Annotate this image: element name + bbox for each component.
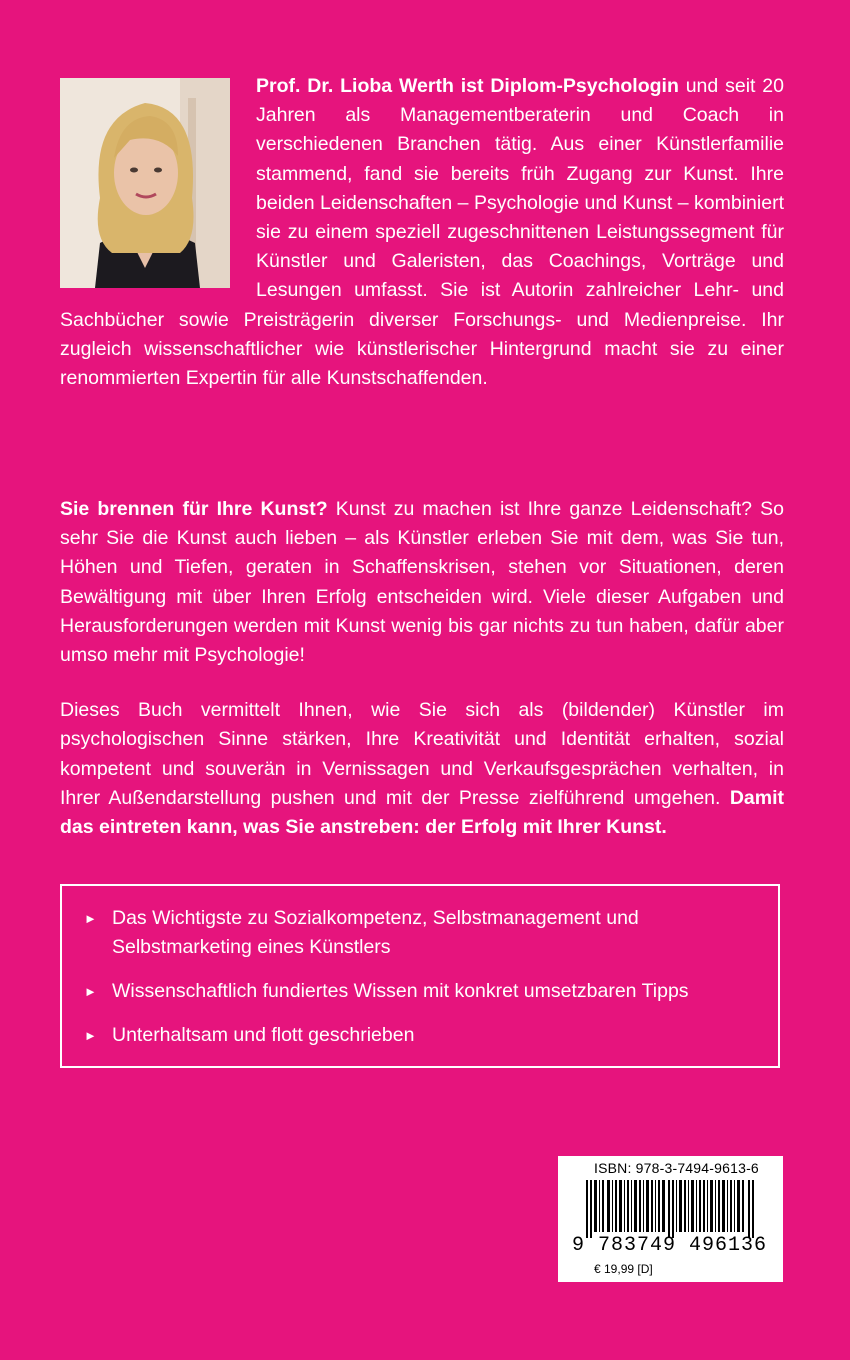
author-photo: [60, 78, 230, 288]
author-section: [60, 72, 784, 393]
author-bio-lead: Prof. Dr. Lioba Werth ist Diplom-Psychologin: [256, 75, 679, 97]
feature-text: Unterhaltsam und flott geschrieben: [112, 1024, 415, 1046]
feature-item: [84, 904, 756, 962]
feature-item: [84, 1021, 756, 1050]
bullet-arrow-icon: ►: [84, 984, 97, 999]
isbn-label: ISBN: 978-3-7494-9613-6: [594, 1160, 759, 1176]
book-description: [60, 495, 784, 868]
description-p1-text: Kunst zu machen ist Ihre ganze Leidenschaft? So sehr Sie die Kunst auch lieben – als Künstler erleben Sie mit dem, was Sie tun, Höhen und Tiefen, geraten in Schaffenskrisen, stehen vor Situationen, deren Bewältigung mit über Ihren Erfolg entscheiden wird. Viele dieser Aufgaben und Herausforderungen werden mit Kunst wenig bis gar nichts zu tun haben, dafür aber umso mehr mit Psychologie!: [60, 498, 784, 667]
price-label: € 19,99 [D]: [594, 1262, 653, 1276]
author-bio-text: und seit 20 Jahren als Managementberaterin und Coach in verschiedenen Branchen tätig. Aus einer Künstlerfamilie stammend, fand sie bereits früh Zugang zur Kunst. Ihre beiden Leidenschaften – Psychologie und Kunst – kombiniert sie zu einem speziell zugeschnittenen Leistungssegment für Künstler und Galeristen, das Coachings, Vorträge und Lesungen umfasst. Sie ist Autorin zahlreicher Lehr- und Sachbücher sowie Preisträgerin diverser Forschungs- und Medienpreise. Ihr zugleich wissenschaftlicher wie künstlerischer Hintergrund macht sie zu einer renommierten Expertin für alle Kunstschaffenden.: [60, 75, 784, 390]
feature-text: Wissenschaftlich fundiertes Wissen mit konkret umsetzbaren Tipps: [112, 980, 689, 1002]
description-paragraph-2: [60, 696, 784, 842]
bullet-arrow-icon: ►: [84, 911, 97, 926]
description-p2-text: Dieses Buch vermittelt Ihnen, wie Sie sich als (bildender) Künstler im psychologischen Sinne stärken, Ihre Kreativität und Identität erhalten, sozial kompetent und souverän in Vernissagen und Verkaufsgesprächen verhalten, in Ihrer Außendarstellung pushen und mit der Presse zielführend umgehen.: [60, 699, 784, 809]
barcode-box: [558, 1156, 783, 1282]
barcode-digits: 9 783749 496136: [572, 1234, 768, 1257]
feature-text: Das Wichtigste zu Sozialkompetenz, Selbstmanagement und Selbstmarketing eines Künstlers: [112, 907, 639, 958]
features-box: [60, 884, 780, 1068]
description-lead: Sie brennen für Ihre Kunst?: [60, 498, 328, 520]
description-conclusion: Damit das eintreten kann, was Sie anstreben: der Erfolg mit Ihrer Kunst.: [60, 786, 784, 839]
author-portrait-image: [60, 78, 230, 288]
description-paragraph-1: [60, 495, 784, 670]
bullet-arrow-icon: ►: [84, 1028, 97, 1043]
feature-item: [84, 977, 756, 1006]
barcode-bars: [576, 1180, 768, 1238]
